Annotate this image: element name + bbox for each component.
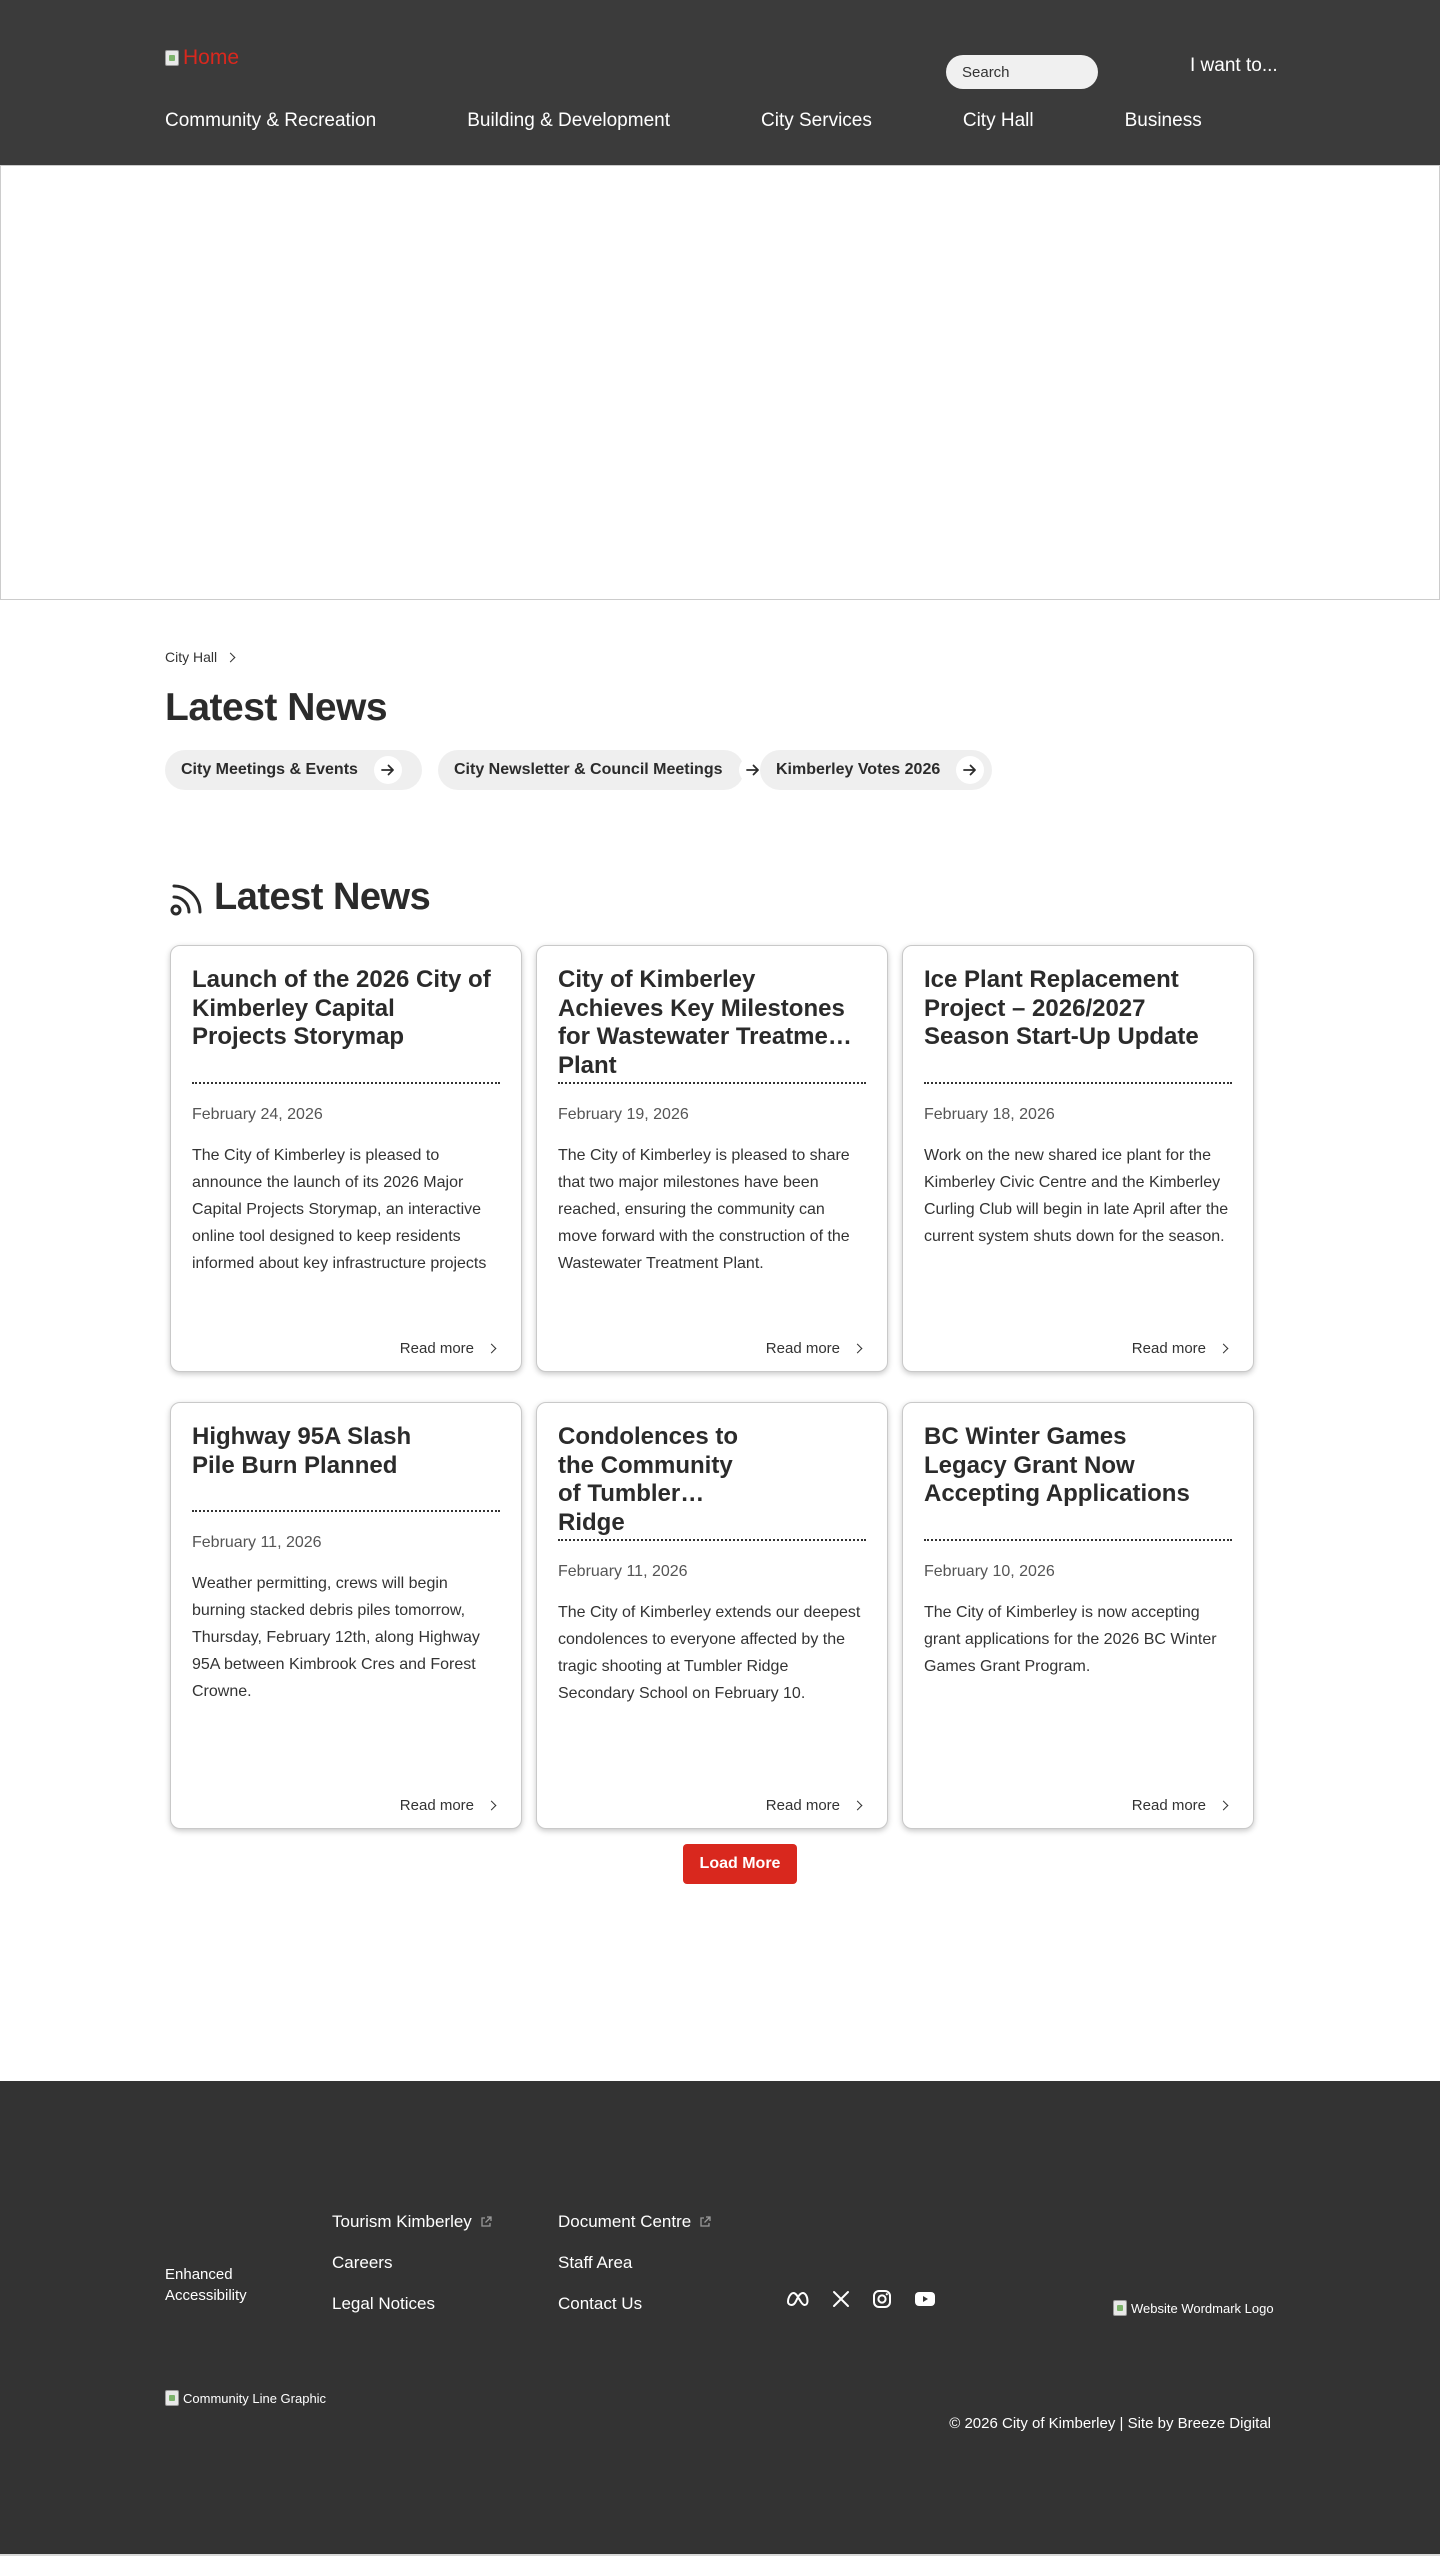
nav-business[interactable]: Business	[1124, 110, 1202, 131]
news-card-title[interactable]: Condolences to the Community of Tumbler Ridge	[558, 1423, 739, 1536]
news-card-excerpt: The City of Kimberley is pleased to share that two major milestones have been reached, ensuring the community can move forward with the construction of the Wastewater Treatment Plant.	[558, 1146, 850, 1272]
nav-community-recreation[interactable]: Community & Recreation	[165, 110, 377, 131]
broken-image-icon	[165, 50, 179, 66]
news-card[interactable]	[536, 1402, 888, 1829]
community-line-graphic	[165, 2390, 326, 2406]
nav-building-development[interactable]: Building & Development	[467, 110, 670, 131]
meta-icon[interactable]	[786, 2291, 810, 2312]
footer-link-document-centre[interactable]	[558, 2211, 711, 2233]
social-links	[786, 2289, 936, 2314]
pill-city-newsletter-council[interactable]	[438, 750, 744, 790]
x-icon[interactable]	[832, 2290, 850, 2313]
news-card-excerpt: The City of Kimberley is now accepting grant applications for the 2026 BC Winter Games Grant Program.	[924, 1603, 1217, 1675]
footer-link-contact-us[interactable]	[558, 2293, 711, 2315]
site-header	[0, 0, 1440, 165]
footer-links-col-1	[332, 2211, 492, 2315]
read-more-link[interactable]	[400, 1797, 495, 1814]
community-graphic-alt: Community Line Graphic	[183, 2390, 327, 2406]
news-card-date: February 19, 2026	[558, 1105, 689, 1123]
wordmark-alt: Website Wordmark Logo	[1131, 2300, 1274, 2316]
site-footer	[0, 2081, 1440, 2556]
card-divider	[924, 1082, 1232, 1084]
news-card[interactable]	[170, 1402, 522, 1829]
footer-links-col-2	[558, 2211, 711, 2315]
main-nav	[165, 110, 1202, 132]
news-card-excerpt: Work on the new shared ice plant for the Kimberley Civic Centre and the Kimberley Curling Club will begin in late April after the current system shuts down for the season.	[924, 1146, 1229, 1245]
i-want-to-menu[interactable]: I want to...	[1190, 55, 1278, 76]
news-card-grid	[170, 945, 1255, 1829]
enhanced-accessibility-toggle[interactable]: Enhanced Accessibility	[165, 2266, 247, 2304]
card-divider	[192, 1082, 500, 1084]
news-card-title[interactable]: City of Kimberley Achieves Key Milestones for Wastewater Treatment Plant	[558, 966, 851, 1079]
search-input[interactable]: Search	[946, 55, 1098, 89]
chevron-right-icon	[1219, 1344, 1229, 1354]
news-card[interactable]	[536, 945, 888, 1372]
read-more-link[interactable]	[766, 1797, 861, 1814]
read-more-label: Read more	[1131, 1340, 1206, 1357]
news-section-heading	[170, 876, 430, 919]
instagram-icon[interactable]	[872, 2289, 892, 2314]
card-divider	[192, 1510, 500, 1512]
broken-image-icon	[1113, 2300, 1127, 2316]
news-card-title[interactable]: Launch of the 2026 City of Kimberley Capital Projects Storymap	[192, 966, 491, 1050]
news-card-title[interactable]: Highway 95A Slash Pile Burn Planned	[192, 1423, 412, 1479]
news-card-excerpt: The City of Kimberley is pleased to announce the launch of its 2026 Major Capital Projects Storymap, an interactive online tool designed to keep residents informed about key infrastructure projects	[192, 1146, 487, 1272]
news-card[interactable]	[170, 945, 522, 1372]
chevron-right-icon	[226, 652, 236, 662]
news-heading-text: Latest News	[214, 876, 431, 918]
rss-feed-icon	[170, 880, 206, 916]
home-logo-alt: Home	[183, 46, 240, 69]
card-divider	[924, 1539, 1232, 1541]
news-card-date: February 24, 2026	[192, 1105, 323, 1123]
pill-label: City Meetings & Events	[181, 761, 358, 778]
news-card-excerpt: Weather permitting, crews will begin burning stacked debris piles tomorrow, Thursday, February 12th, along Highway 95A between Kimbrook Cres and Forest Crowne.	[192, 1575, 480, 1700]
category-pills	[165, 750, 992, 790]
arrow-right-icon	[956, 756, 984, 784]
news-card-title[interactable]: BC Winter Games Legacy Grant Now Accepting Applications	[924, 1423, 1190, 1507]
youtube-icon[interactable]	[914, 2291, 936, 2312]
footer-link-tourism[interactable]	[332, 2211, 492, 2233]
external-link-icon	[699, 2216, 711, 2228]
news-card-date: February 10, 2026	[924, 1562, 1055, 1580]
news-card-excerpt: The City of Kimberley extends our deepest condolences to everyone affected by the tragic shooting at Tumbler Ridge Secondary School on February 10.	[558, 1603, 861, 1702]
footer-link-label: Legal Notices	[332, 2294, 436, 2313]
news-card[interactable]	[902, 1402, 1254, 1829]
footer-link-legal-notices[interactable]	[332, 2293, 492, 2315]
chevron-right-icon	[1219, 1801, 1229, 1811]
footer-link-staff-area[interactable]	[558, 2252, 711, 2274]
read-more-label: Read more	[1131, 1797, 1206, 1814]
arrow-right-icon	[374, 756, 402, 784]
footer-link-label: Staff Area	[558, 2253, 633, 2272]
footer-link-label: Contact Us	[558, 2294, 643, 2313]
nav-city-services[interactable]: City Services	[761, 110, 872, 131]
pill-label: Kimberley Votes 2026	[776, 761, 941, 778]
read-more-label: Read more	[399, 1340, 474, 1357]
chevron-right-icon	[853, 1801, 863, 1811]
chevron-right-icon	[853, 1344, 863, 1354]
footer-link-label: Tourism Kimberley	[332, 2212, 472, 2231]
external-link-icon	[480, 2216, 492, 2228]
card-divider	[558, 1082, 866, 1084]
pill-city-meetings-events[interactable]	[165, 750, 422, 790]
read-more-label: Read more	[765, 1797, 840, 1814]
footer-link-label: Careers	[332, 2253, 393, 2272]
read-more-label: Read more	[765, 1340, 840, 1357]
chevron-right-icon	[487, 1344, 497, 1354]
read-more-link[interactable]	[400, 1340, 495, 1357]
card-divider	[558, 1539, 866, 1541]
read-more-label: Read more	[399, 1797, 474, 1814]
read-more-link[interactable]	[766, 1340, 861, 1357]
website-wordmark-logo[interactable]	[1113, 2300, 1274, 2316]
page-title: Latest News	[165, 686, 388, 729]
news-card[interactable]	[902, 945, 1254, 1372]
read-more-link[interactable]	[1132, 1340, 1227, 1357]
news-card-date: February 18, 2026	[924, 1105, 1055, 1123]
breadcrumb-city-hall[interactable]: City Hall	[165, 649, 218, 665]
pill-kimberley-votes[interactable]	[760, 750, 992, 790]
breadcrumb	[165, 649, 234, 665]
news-card-date: February 11, 2026	[558, 1562, 688, 1580]
hero-banner	[0, 165, 1440, 600]
read-more-link[interactable]	[1132, 1797, 1227, 1814]
footer-link-label: Document Centre	[558, 2212, 692, 2231]
news-card-date: February 11, 2026	[192, 1534, 322, 1551]
chevron-right-icon	[487, 1801, 497, 1811]
load-more-button[interactable]: Load More	[683, 1844, 797, 1884]
news-card-title[interactable]: Ice Plant Replacement Project – 2026/2027 Season Start-Up Update	[924, 966, 1199, 1050]
nav-city-hall[interactable]: City Hall	[962, 110, 1034, 131]
copyright-text: © 2026 City of Kimberley | Site by Breeze Digital	[949, 2415, 1271, 2432]
pill-label: City Newsletter & Council Meetings	[454, 761, 723, 778]
home-logo-link[interactable]	[165, 46, 239, 70]
footer-link-careers[interactable]	[332, 2252, 492, 2274]
broken-image-icon	[165, 2390, 179, 2406]
